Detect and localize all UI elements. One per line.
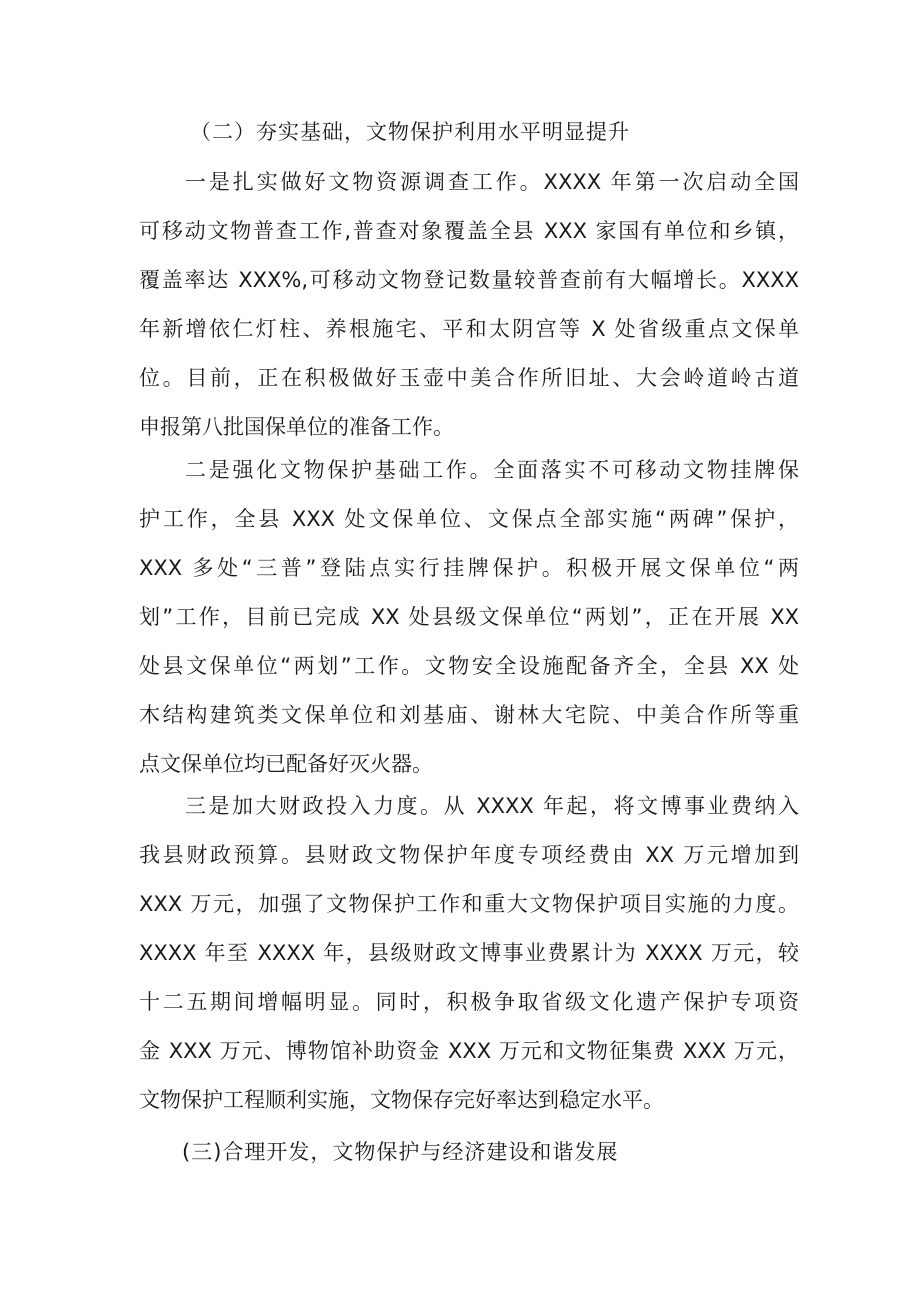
paragraph-line: 位。目前，正在积极做好玉壶中美合作所旧址、大会岭道岭古道 [139, 366, 799, 390]
paragraph-line: 护工作，全县 XXX 处文保单位、文保点全部实施“两碑”保护， [139, 507, 799, 531]
paragraph-line: 划”工作，目前已完成 XX 处县级文保单位“两划”，正在开展 XX [139, 605, 799, 629]
paragraph-3 [139, 782, 799, 1125]
paragraph-line: 点文保单位均已配备好灭火器。 [139, 752, 433, 776]
paragraph-line: XXX 多处“三普”登陆点实行挂牌保护。积极开展文保单位“两 [139, 556, 799, 580]
paragraph-line: 木结构建筑类文保单位和刘基庙、谢林大宅院、中美合作所等重 [139, 703, 799, 727]
paragraph-line: 年新增依仁灯柱、养根施宅、平和太阴宫等 X 处省级重点文保单 [139, 317, 799, 341]
section-heading-2: （二）夯实基础，文物保护利用水平明显提升 [190, 120, 630, 144]
paragraph-line: 一是扎实做好文物资源调查工作。XXXX 年第一次启动全国 [185, 170, 799, 194]
paragraph-line: XXX 万元，加强了文物保护工作和重大文物保护项目实施的力度。 [139, 892, 799, 916]
paragraph-line: XXXX 年至 XXXX 年，县级财政文博事业费累计为 XXXX 万元，较 [139, 941, 799, 965]
paragraph-line: 二是强化文物保护基础工作。全面落实不可移动文物挂牌保 [185, 458, 799, 482]
paragraph-line: 可移动文物普查工作,普查对象覆盖全县 XXX 家国有单位和乡镇， [139, 219, 799, 243]
paragraph-line: 三是加大财政投入力度。从 XXXX 年起，将文博事业费纳入 [185, 794, 799, 818]
section-heading-3: (三)合理开发，文物保护与经济建设和谐发展 [182, 1140, 619, 1164]
paragraph-1 [139, 158, 799, 452]
paragraph-line: 十二五期间增幅明显。同时，积极争取省级文化遗产保护专项资 [139, 990, 799, 1014]
paragraph-line: 处县文保单位“两划”工作。文物安全设施配备齐全，全县 XX 处 [139, 654, 799, 678]
paragraph-line: 文物保护工程顺利实施，文物保存完好率达到稳定水平。 [139, 1088, 664, 1112]
paragraph-line: 金 XXX 万元、博物馆补助资金 XXX 万元和文物征集费 XXX 万元， [139, 1039, 799, 1063]
paragraph-line: 申报第八批国保单位的准备工作。 [139, 415, 454, 439]
paragraph-line: 我县财政预算。县财政文物保护年度专项经费由 XX 万元增加到 [139, 843, 799, 867]
paragraph-line: 覆盖率达 XXX%,可移动文物登记数量较普查前有大幅增长。XXXX [139, 268, 799, 292]
paragraph-2 [139, 446, 799, 789]
